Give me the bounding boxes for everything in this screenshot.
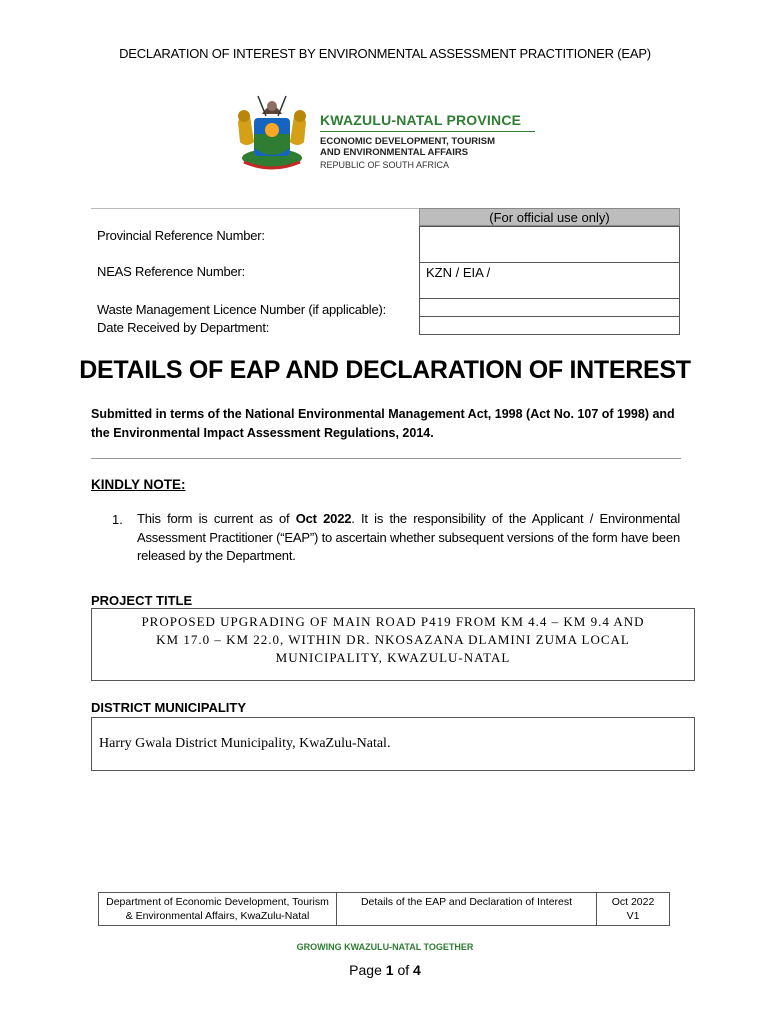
kindly-note-heading: KINDLY NOTE: bbox=[91, 477, 186, 492]
page-title: DETAILS OF EAP AND DECLARATION OF INTEREST bbox=[79, 356, 691, 384]
note-number: 1. bbox=[112, 512, 123, 527]
submitted-statement bbox=[91, 405, 681, 443]
project-title-line2: KM 17.0 – KM 22.0, WITHIN DR. NKOSAZANA DLAMINI ZUMA LOCAL bbox=[156, 632, 630, 647]
provincial-reference-field[interactable] bbox=[419, 226, 680, 263]
country-name: REPUBLIC OF SOUTH AFRICA bbox=[320, 160, 450, 170]
province-name: KWAZULU-NATAL PROVINCE bbox=[320, 112, 522, 128]
footer-department-line2: & Environmental Affairs, KwaZulu-Natal bbox=[125, 910, 310, 922]
page-number bbox=[0, 962, 770, 978]
waste-licence-field[interactable] bbox=[419, 298, 680, 317]
page-current: 1 bbox=[385, 962, 394, 978]
project-title-field[interactable] bbox=[91, 608, 695, 681]
official-use-header: (For official use only) bbox=[419, 208, 680, 226]
submitted-line2: the Environmental Impact Assessment Regulations, 2014. bbox=[91, 426, 434, 440]
branding-divider bbox=[320, 131, 535, 132]
project-title-line1: PROPOSED UPGRADING OF MAIN ROAD P419 FROM KM 4.4 – KM 9.4 AND bbox=[141, 614, 645, 629]
footer-document-title: Details of the EAP and Declaration of Interest bbox=[337, 893, 597, 925]
department-name bbox=[320, 136, 540, 158]
page-prefix: Page bbox=[349, 962, 386, 978]
footer-version: V1 bbox=[626, 910, 640, 922]
waste-licence-label: Waste Management Licence Number (if applicable): bbox=[97, 302, 387, 317]
department-name-line2: AND ENVIRONMENTAL AFFAIRS bbox=[320, 147, 469, 158]
footer-date: Oct 2022 bbox=[611, 896, 655, 908]
footer-table bbox=[98, 892, 670, 926]
footer-version-cell bbox=[597, 893, 669, 925]
department-name-line1: ECONOMIC DEVELOPMENT, TOURISM bbox=[320, 136, 496, 147]
provincial-reference-label: Provincial Reference Number: bbox=[97, 228, 265, 243]
submitted-line1: Submitted in terms of the National Environmental Management Act, 1998 (Act No. 107 of 1998) and bbox=[91, 407, 675, 421]
page-total: 4 bbox=[413, 962, 421, 978]
date-received-label: Date Received by Department: bbox=[97, 320, 270, 335]
coat-of-arms-icon bbox=[232, 92, 312, 174]
section-divider bbox=[91, 458, 681, 459]
note-text-after: . It is the responsibility of the Applicant / Environmental Assessment Practitioner (“EAP”) to ascertain whether subsequent versions of the form have been released by the Department. bbox=[137, 511, 681, 563]
date-received-field[interactable] bbox=[419, 316, 680, 335]
neas-reference-label: NEAS Reference Number: bbox=[97, 264, 246, 279]
footer-department bbox=[99, 893, 337, 925]
footer-tagline: GROWING KWAZULU-NATAL TOGETHER bbox=[296, 942, 474, 952]
note-text-before: This form is current as of bbox=[137, 511, 296, 526]
project-title-label: PROJECT TITLE bbox=[91, 593, 193, 608]
district-municipality-label: DISTRICT MUNICIPALITY bbox=[91, 700, 247, 715]
page-of: of bbox=[393, 962, 414, 978]
department-branding bbox=[320, 112, 540, 170]
document-header-title: DECLARATION OF INTEREST BY ENVIRONMENTAL ASSESSMENT PRACTITIONER (EAP) bbox=[119, 46, 651, 61]
project-title-line3: MUNICIPALITY, KWAZULU-NATAL bbox=[275, 650, 511, 665]
note-text bbox=[137, 510, 680, 566]
note-date: Oct 2022 bbox=[295, 511, 352, 526]
footer-department-line1: Department of Economic Development, Tourism bbox=[106, 896, 329, 908]
district-municipality-field[interactable]: Harry Gwala District Municipality, KwaZulu-Natal. bbox=[91, 717, 695, 771]
neas-reference-field[interactable]: KZN / EIA / bbox=[419, 262, 680, 299]
